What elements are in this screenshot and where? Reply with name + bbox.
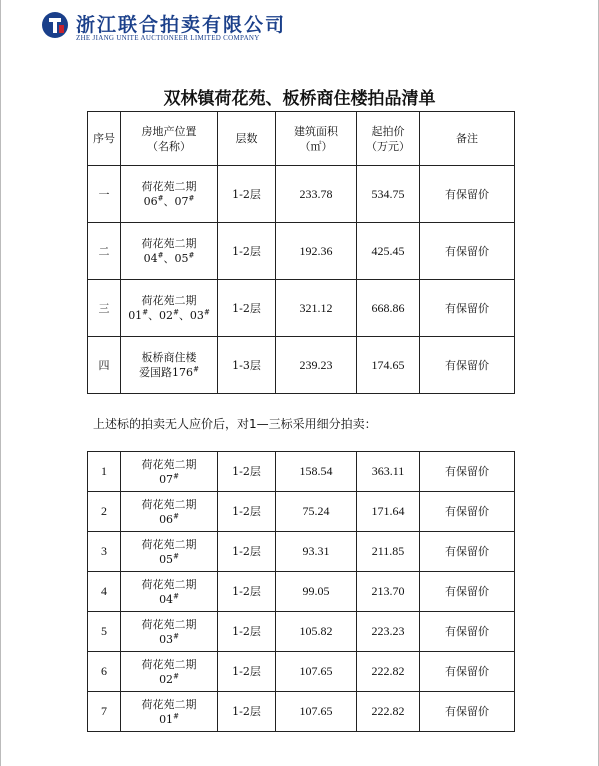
- cell-remark: 有保留价: [420, 612, 515, 652]
- cell-remark: 有保留价: [420, 337, 515, 394]
- cell-area: 233.78: [276, 166, 357, 223]
- cell-floors: 1-2层: [218, 692, 276, 732]
- table-row: [88, 532, 515, 572]
- table-row: [88, 572, 515, 612]
- cell-location-name: 荷花苑二期: [141, 457, 197, 471]
- company-name-cn: 浙江联合拍卖有限公司: [76, 14, 287, 36]
- subdivision-note: 上述标的拍卖无人应价后，对1—三标采用细分拍卖：: [93, 417, 377, 431]
- header-cell-remark: 备注: [420, 112, 515, 166]
- table-header-row: [88, 112, 515, 166]
- header-cell-location: 房地产位置（名称）: [121, 112, 218, 166]
- cell-location-units: 05#: [159, 551, 179, 566]
- cell-location: [121, 492, 218, 532]
- cell-location-units: 02#: [159, 671, 179, 686]
- cell-area: 158.54: [276, 452, 357, 492]
- cell-location-name: 荷花苑二期: [141, 180, 197, 193]
- cell-location-units: 06#、07#: [143, 194, 195, 208]
- cell-floors: 1-2层: [218, 572, 276, 612]
- cell-location: [121, 692, 218, 732]
- cell-price: 425.45: [357, 223, 420, 280]
- cell-location-units: 01#、02#、03#: [128, 308, 210, 322]
- cell-no: 二: [88, 223, 121, 280]
- cell-location: [121, 532, 218, 572]
- cell-price: 174.65: [357, 337, 420, 394]
- cell-area: 75.24: [276, 492, 357, 532]
- lot-table-subdivided: [87, 451, 515, 732]
- cell-floors: 1-2层: [218, 652, 276, 692]
- cell-location-name: 板桥商住楼: [141, 351, 197, 364]
- cell-location: [121, 612, 218, 652]
- cell-floors: 1-2层: [218, 166, 276, 223]
- cell-area: 93.31: [276, 532, 357, 572]
- cell-remark: 有保留价: [420, 452, 515, 492]
- cell-remark: 有保留价: [420, 652, 515, 692]
- cell-price: 213.70: [357, 572, 420, 612]
- company-logo-icon: [40, 10, 70, 40]
- cell-location-name: 荷花苑二期: [141, 617, 197, 631]
- table-row: [88, 166, 515, 223]
- cell-price: 171.64: [357, 492, 420, 532]
- cell-location-units: 04#、05#: [143, 251, 195, 265]
- cell-area: 99.05: [276, 572, 357, 612]
- cell-area: 107.65: [276, 692, 357, 732]
- table-row: [88, 692, 515, 732]
- cell-location-name: 荷花苑二期: [141, 697, 197, 711]
- cell-no: 三: [88, 280, 121, 337]
- cell-price: 534.75: [357, 166, 420, 223]
- header-cell-area: 建筑面积（㎡）: [276, 112, 357, 166]
- cell-price: 211.85: [357, 532, 420, 572]
- cell-location-name: 荷花苑二期: [141, 577, 197, 591]
- table-row: [88, 223, 515, 280]
- cell-area: 239.23: [276, 337, 357, 394]
- lot-table-main: [87, 111, 515, 394]
- cell-location-units: 07#: [159, 471, 179, 486]
- page-border-left: [0, 0, 1, 766]
- table-row: [88, 652, 515, 692]
- cell-remark: 有保留价: [420, 532, 515, 572]
- company-name-en: ZHE JIANG UNITE AUCTIONEER LIMITED COMPANY: [76, 34, 260, 42]
- cell-price: 668.86: [357, 280, 420, 337]
- cell-remark: 有保留价: [420, 223, 515, 280]
- table-row: [88, 492, 515, 532]
- table-row: [88, 452, 515, 492]
- cell-price: 223.23: [357, 612, 420, 652]
- cell-remark: 有保留价: [420, 280, 515, 337]
- cell-location-name: 荷花苑二期: [141, 237, 197, 250]
- cell-remark: 有保留价: [420, 572, 515, 612]
- cell-location: [121, 337, 218, 394]
- cell-no: 6: [88, 652, 121, 692]
- cell-location-name: 荷花苑二期: [141, 657, 197, 671]
- cell-location-units: 04#: [159, 591, 179, 606]
- cell-area: 105.82: [276, 612, 357, 652]
- cell-location-name: 荷花苑二期: [141, 497, 197, 511]
- cell-area: 321.12: [276, 280, 357, 337]
- cell-no: 4: [88, 572, 121, 612]
- cell-no: 四: [88, 337, 121, 394]
- header-cell-floors: 层数: [218, 112, 276, 166]
- cell-location: [121, 572, 218, 612]
- cell-no: 2: [88, 492, 121, 532]
- cell-floors: 1-2层: [218, 452, 276, 492]
- cell-location: [121, 166, 218, 223]
- cell-remark: 有保留价: [420, 492, 515, 532]
- cell-remark: 有保留价: [420, 692, 515, 732]
- cell-floors: 1-2层: [218, 532, 276, 572]
- cell-no: 7: [88, 692, 121, 732]
- cell-location: [121, 223, 218, 280]
- cell-floors: 1-2层: [218, 612, 276, 652]
- cell-floors: 1-2层: [218, 492, 276, 532]
- cell-no: 一: [88, 166, 121, 223]
- cell-location: [121, 280, 218, 337]
- cell-location: [121, 452, 218, 492]
- table-row: [88, 280, 515, 337]
- cell-price: 222.82: [357, 692, 420, 732]
- cell-price: 222.82: [357, 652, 420, 692]
- cell-location-units: 03#: [159, 631, 179, 646]
- cell-area: 192.36: [276, 223, 357, 280]
- cell-location-name: 荷花苑二期: [141, 537, 197, 551]
- company-header: [40, 8, 360, 44]
- cell-area: 107.65: [276, 652, 357, 692]
- cell-no: 1: [88, 452, 121, 492]
- cell-location-units: 06#: [159, 511, 179, 526]
- cell-location: [121, 652, 218, 692]
- cell-price: 363.11: [357, 452, 420, 492]
- cell-no: 3: [88, 532, 121, 572]
- table-row: [88, 337, 515, 394]
- cell-floors: 1-3层: [218, 337, 276, 394]
- table-row: [88, 612, 515, 652]
- cell-location-units: 01#: [159, 711, 179, 726]
- document-title: 双林镇荷花苑、板桥商住楼拍品清单: [163, 89, 436, 109]
- cell-remark: 有保留价: [420, 166, 515, 223]
- cell-floors: 1-2层: [218, 280, 276, 337]
- cell-floors: 1-2层: [218, 223, 276, 280]
- header-cell-price: 起拍价（万元）: [357, 112, 420, 166]
- cell-location-name: 荷花苑二期: [141, 294, 197, 307]
- header-cell-no: 序号: [88, 112, 121, 166]
- cell-no: 5: [88, 612, 121, 652]
- cell-location-units: 爱国路176#: [139, 365, 199, 379]
